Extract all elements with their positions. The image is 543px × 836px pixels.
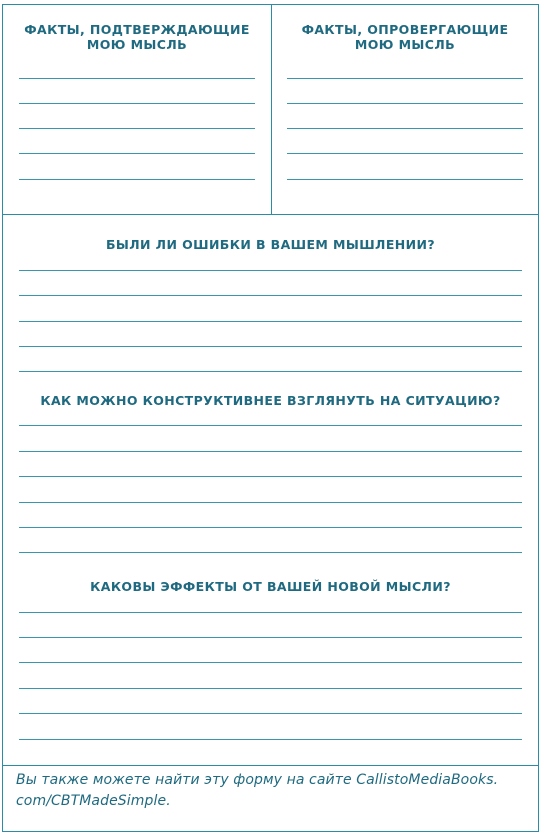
writing-line[interactable] <box>19 739 522 740</box>
footer-divider <box>3 765 538 766</box>
supporting-facts-heading: ФАКТЫ, ПОДТВЕРЖДАЮЩИЕ МОЮ МЫСЛЬ <box>24 22 250 52</box>
writing-line[interactable] <box>19 103 255 104</box>
writing-line[interactable] <box>19 371 522 372</box>
writing-line[interactable] <box>19 346 522 347</box>
writing-line[interactable] <box>19 612 522 613</box>
writing-line[interactable] <box>19 78 255 79</box>
writing-line[interactable] <box>19 153 255 154</box>
footer-note <box>16 770 526 812</box>
footer-note-line-2: com/CBTMadeSimple. <box>16 793 171 809</box>
writing-line[interactable] <box>19 713 522 714</box>
refuting-facts-column <box>272 5 538 214</box>
writing-line[interactable] <box>19 476 522 477</box>
supporting-facts-column <box>3 5 272 214</box>
writing-line[interactable] <box>19 552 522 553</box>
writing-line[interactable] <box>287 103 523 104</box>
writing-line[interactable] <box>287 179 523 180</box>
writing-line[interactable] <box>19 128 255 129</box>
writing-line[interactable] <box>19 295 522 296</box>
refuting-facts-heading: ФАКТЫ, ОПРОВЕРГАЮЩИЕ МОЮ МЫСЛЬ <box>301 22 509 52</box>
worksheet-form <box>2 4 539 832</box>
writing-line[interactable] <box>19 637 522 638</box>
new-thought-effects-heading: КАКОВЫ ЭФФЕКТЫ ОТ ВАШЕЙ НОВОЙ МЫСЛИ? <box>90 579 451 594</box>
writing-line[interactable] <box>19 425 522 426</box>
writing-line[interactable] <box>19 502 522 503</box>
constructive-view-heading: КАК МОЖНО КОНСТРУКТИВНЕЕ ВЗГЛЯНУТЬ НА СИТУАЦИЮ? <box>40 393 501 408</box>
writing-line[interactable] <box>19 527 522 528</box>
writing-line[interactable] <box>287 128 523 129</box>
writing-line[interactable] <box>19 662 522 663</box>
writing-line[interactable] <box>287 78 523 79</box>
thinking-errors-heading: БЫЛИ ЛИ ОШИБКИ В ВАШЕМ МЫШЛЕНИИ? <box>106 237 435 252</box>
writing-line[interactable] <box>19 321 522 322</box>
facts-table <box>3 5 538 215</box>
footer-note-line-1: Вы также можете найти эту форму на сайте CallistoMediaBooks. <box>16 772 499 788</box>
writing-line[interactable] <box>19 179 255 180</box>
writing-line[interactable] <box>19 688 522 689</box>
writing-line[interactable] <box>19 451 522 452</box>
writing-line[interactable] <box>287 153 523 154</box>
writing-line[interactable] <box>19 270 522 271</box>
